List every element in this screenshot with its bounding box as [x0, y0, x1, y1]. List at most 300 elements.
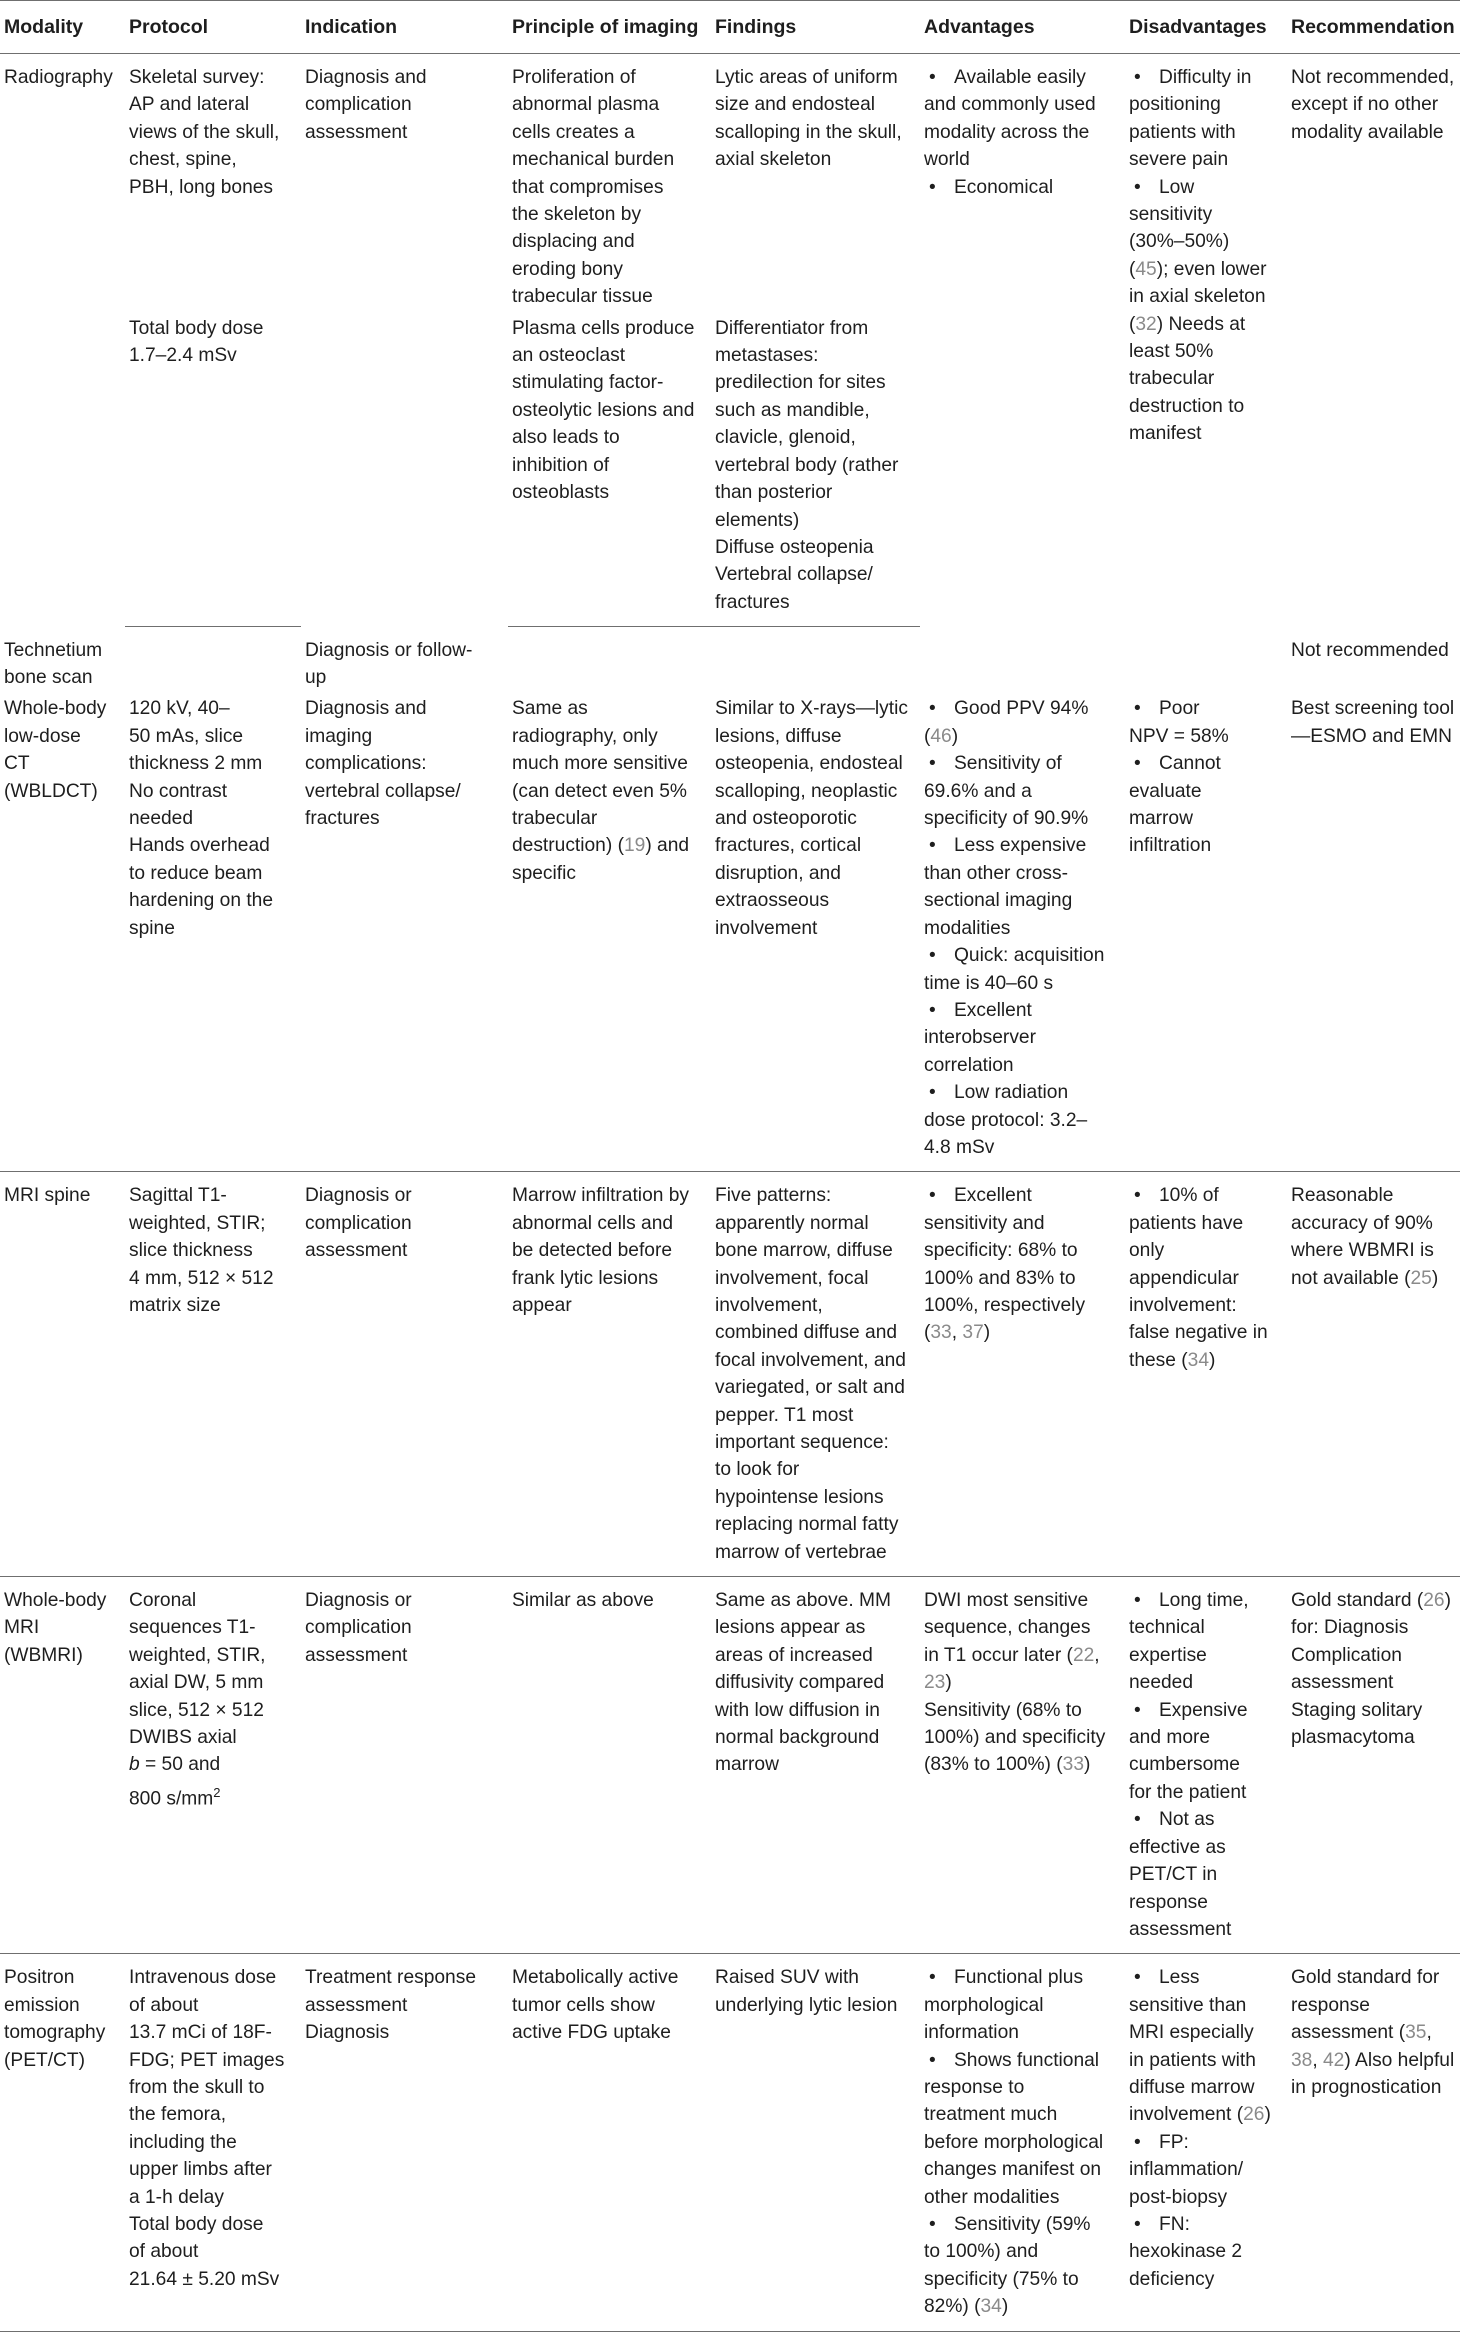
cell-indication: [301, 627, 508, 694]
text-line: much more sensitive: [512, 753, 688, 775]
text-block: [512, 860, 707, 887]
text-line: Same as above. MM: [715, 1590, 891, 1612]
text-line: involvement:: [1129, 1294, 1237, 1316]
text-line: Not recommended: [1291, 639, 1449, 661]
cell-modality: [0, 693, 125, 1171]
text-line: appendicular: [1129, 1267, 1239, 1289]
text-line: Technetium: [4, 639, 103, 661]
cell-modality: [0, 1577, 125, 1954]
text-line: AP and lateral: [129, 94, 250, 116]
text-line: a 1-h delay: [129, 2186, 224, 2208]
text-line: assessment: [305, 1994, 408, 2016]
text-line: 1.7–2.4 mSv: [129, 345, 237, 367]
text-line: Radiography: [4, 67, 113, 88]
bullet-icon: •: [1134, 1185, 1141, 1207]
bullet-item: [924, 1182, 1121, 1319]
bullet-item: [1129, 695, 1283, 750]
text-line: 21.64 ± 5.20 mSv: [129, 2268, 280, 2290]
bullet-icon: •: [929, 835, 936, 857]
text-line: needed: [1129, 1672, 1194, 1694]
text-line: sensitivity and: [924, 1212, 1045, 1234]
text-run: ) Needs at: [1156, 313, 1246, 335]
text-line: Whole-body: [4, 1590, 107, 1612]
text-block: [4, 637, 121, 692]
text-run: involvement (: [1129, 2104, 1244, 2126]
text-block: [715, 64, 916, 174]
bullet-icon: •: [1134, 2213, 1141, 2235]
text-line: Diffuse osteopenia: [715, 536, 874, 558]
text-run: Gold standard (: [1291, 1590, 1424, 1612]
text-line: changes manifest on: [924, 2159, 1102, 2181]
text-line: sequences T1-: [129, 1617, 256, 1639]
text-block: [924, 1587, 1121, 1642]
text-line: osteoblasts: [512, 482, 610, 504]
text-run: 800 s/mm: [129, 1788, 214, 1810]
text-line: 100% and 83% to: [924, 1267, 1076, 1289]
text-run: FP:: [1159, 2131, 1189, 2153]
text-block: [512, 1964, 707, 2046]
cell-recommendation: Gold standard for response assessment (35, 38, 42) Also helpful in prognostication: [1287, 1954, 1460, 2331]
text-line: involvement: [715, 917, 818, 939]
text-line: Raised SUV with: [715, 1967, 859, 1989]
citation[interactable]: 33: [1062, 1754, 1084, 1776]
text-line: chest, spine,: [129, 149, 237, 171]
text-line: matrix size: [129, 1294, 221, 1316]
header-recommendation: Recommendation: [1287, 1, 1460, 54]
bullet-line: [1129, 750, 1283, 777]
citation[interactable]: 23: [924, 1672, 946, 1694]
text-line: Marrow infiltration by: [512, 1185, 690, 1207]
text-line: inflammation/: [1129, 2159, 1244, 2181]
text-run: Poor: [1159, 698, 1200, 720]
text-line: to reduce beam: [129, 862, 263, 884]
text-line: modality across the: [924, 121, 1090, 143]
text-line: Same as: [512, 698, 588, 720]
text-line: in patients with: [1129, 2049, 1256, 2071]
cell-findings: [711, 1172, 920, 1577]
text-line: where WBMRI is: [1291, 1240, 1434, 1262]
bullet-line: [924, 2211, 1121, 2238]
cell-protocol: [125, 1577, 301, 1954]
text-run: Less expensive: [954, 835, 1087, 857]
text-block: [129, 1964, 297, 2293]
bullet-line: [924, 942, 1121, 969]
text-line: Complication: [1291, 1644, 1402, 1666]
cell-findings: [711, 627, 920, 694]
cell-recommendation: Gold standard (26) for: Diagnosis Complication assessment Staging solitary plasmacytoma: [1287, 1577, 1460, 1954]
text-line: active FDG uptake: [512, 2022, 671, 2044]
text-line: response: [1291, 1994, 1370, 2016]
text-line: than posterior: [715, 482, 833, 504]
text-line: Best screening tool: [1291, 698, 1455, 720]
text-block: [4, 64, 121, 91]
text-line: interobserver: [924, 1027, 1036, 1049]
citation[interactable]: 33: [930, 1322, 952, 1344]
text-line: osteolytic lesions and: [512, 399, 695, 421]
text-line: NPV = 58%: [1129, 725, 1229, 747]
cell-protocol: [125, 1172, 301, 1577]
text-line: weighted, STIR;: [129, 1212, 266, 1234]
text-line: PET/CT in: [1129, 1864, 1218, 1886]
text-line: Gold standard for: [1291, 1967, 1440, 1989]
row-wbldct: [0, 693, 1460, 1171]
text-line: 69.6% and a: [924, 780, 1032, 802]
cell-disadvantages: • Less sensitive than MRI especially in patients with diffuse marrow involvement (26) • FP: inflammation/ post-biopsy • FN: hexokinase 2 deficiency: [1125, 1954, 1287, 2331]
bullet-icon: •: [1134, 1590, 1141, 1612]
text-line: 100%) and specificity: [924, 1727, 1106, 1749]
bullet-line: [924, 1964, 1121, 1991]
text-run: Functional plus: [954, 1967, 1084, 1989]
bullet-icon: •: [929, 2049, 936, 2071]
citation[interactable]: 34: [980, 2296, 1002, 2318]
text-block: [1291, 2074, 1456, 2101]
text-line: destruction to: [1129, 395, 1245, 417]
text-line: and osteoporotic: [715, 808, 857, 830]
citation[interactable]: 45: [1135, 258, 1157, 280]
text-line: 120 kV, 40–: [129, 698, 230, 720]
bullet-item: [1129, 1587, 1283, 1697]
text-line: specificity of 90.9%: [924, 808, 1089, 830]
citation[interactable]: 19: [623, 835, 646, 857]
text-run: Less: [1159, 1967, 1200, 1989]
text-run: ) Also helpful: [1344, 2049, 1455, 2071]
text-line: correlation: [924, 1054, 1014, 1076]
text-line: displacing and: [512, 231, 635, 253]
text-line: DWI most sensitive: [924, 1590, 1089, 1612]
text-line: size and endosteal: [715, 94, 876, 116]
text-line: (PET/CT): [4, 2049, 86, 2071]
bullet-item: [924, 2211, 1121, 2293]
text-run: ); even lower: [1156, 258, 1267, 280]
bullet-icon: •: [929, 67, 936, 88]
cell-modality: [0, 54, 125, 627]
superscript: 2: [213, 1784, 221, 1800]
bullet-icon: •: [1134, 1699, 1141, 1721]
text-line: only: [1129, 1240, 1165, 1262]
text-line: No contrast: [129, 780, 228, 802]
text-line: hexokinase 2: [1129, 2241, 1243, 2263]
text-line: Sensitivity (68% to: [924, 1699, 1082, 1721]
text-line: information: [924, 2022, 1019, 2044]
text-line: apparently normal: [715, 1212, 869, 1234]
text-line: world: [924, 149, 970, 171]
bullet-item: [924, 174, 1121, 201]
text-line: infiltration: [1129, 835, 1212, 857]
cell-protocol: [125, 1954, 301, 2331]
text-line: elements): [715, 509, 800, 531]
text-line: Diagnosis and: [305, 698, 427, 720]
text-line: be detected before: [512, 1240, 673, 1262]
citation[interactable]: 32: [1135, 313, 1157, 335]
text-block: [1291, 1614, 1456, 1751]
text-line: up: [305, 667, 327, 689]
text-run: FN:: [1159, 2213, 1190, 2235]
text-run: these (: [1129, 1349, 1188, 1371]
text-line: specific: [512, 862, 576, 884]
cell-advantages: DWI most sensitive sequence, changes in T1 occur later (22, 23) Sensitivity (68% to 100%) and specificity (83% to 100%) (33): [920, 1577, 1125, 1954]
text-line: manifest: [1129, 423, 1202, 445]
text-line: combined diffuse and: [715, 1322, 898, 1344]
text-line: important sequence:: [715, 1432, 889, 1453]
text-block: [4, 695, 121, 805]
text-line: bone marrow, diffuse: [715, 1240, 893, 1262]
text-block: [305, 64, 504, 146]
citation[interactable]: 34: [1187, 1349, 1210, 1371]
text-line: complications:: [305, 753, 427, 775]
text-line: time is 40–60 s: [924, 972, 1054, 994]
text-block: [512, 1587, 707, 1614]
bullet-icon: •: [929, 999, 936, 1021]
text-line: vertebral collapse/: [305, 780, 461, 802]
text-line: slice thickness: [129, 1240, 253, 1262]
row-technetium: [0, 627, 1460, 694]
cell-advantages: [920, 54, 1125, 627]
text-line: except if no other: [1291, 94, 1439, 116]
text-line: MRI spine: [4, 1185, 91, 1207]
bullet-icon: •: [1134, 1809, 1141, 1831]
text-line: specificity (75% to: [924, 2268, 1079, 2290]
citation[interactable]: 35: [1405, 2022, 1427, 2044]
text-run: 10% of: [1159, 1185, 1219, 1207]
text-line: for: Diagnosis: [1291, 1617, 1409, 1639]
cell-principle: [508, 693, 711, 1171]
text-line: expertise: [1129, 1644, 1207, 1666]
text-line: of about: [129, 2241, 199, 2263]
text-line: the femora,: [129, 2104, 227, 2126]
text-line: diffuse marrow: [1129, 2076, 1255, 2098]
text-line: assessment: [305, 121, 408, 143]
text-line: bone scan: [4, 667, 93, 689]
text-line: plasmacytoma: [1291, 1727, 1415, 1749]
cell-indication: [301, 1172, 508, 1577]
cell-recommendation: [1287, 54, 1460, 627]
text-line: Staging solitary: [1291, 1699, 1423, 1721]
cell-findings: [711, 1954, 920, 2331]
text-line: post-biopsy: [1129, 2186, 1228, 2208]
text-line: modalities: [924, 917, 1011, 939]
text-line: —ESMO and EMN: [1291, 725, 1453, 747]
text-line: fractures, cortical: [715, 835, 862, 857]
text-line: Five patterns:: [715, 1185, 832, 1207]
text-line: osteopenia, endosteal: [715, 753, 903, 775]
text-line: disruption, and: [715, 862, 841, 884]
citation[interactable]: 38: [1291, 2049, 1313, 2071]
text-run: Low radiation: [954, 1082, 1069, 1104]
text-run: Low: [1159, 176, 1195, 198]
text-line: 13.7 mCi of 18F-: [129, 2022, 272, 2044]
text-line: imaging: [305, 725, 373, 747]
text-line: (can detect even 5%: [512, 780, 687, 802]
text-line: treatment much: [924, 2104, 1058, 2126]
text-line: cumbersome: [1129, 1754, 1240, 1776]
bullet-line: [1129, 1964, 1283, 1991]
cell-protocol: [125, 54, 301, 313]
text-line: dose protocol: 3.2–: [924, 1109, 1088, 1131]
text-line: of about: [129, 1994, 199, 2016]
bullet-line: [924, 997, 1121, 1024]
bullet-item: [924, 832, 1121, 942]
bullet-item: [924, 1079, 1121, 1161]
text-line: technical: [1129, 1617, 1205, 1639]
text-line: underlying lytic lesion: [715, 1994, 898, 2016]
text-line: MRI: [4, 1617, 40, 1639]
text-line: complication: [305, 1212, 412, 1234]
text-block: [715, 315, 916, 616]
bullet-line: [1129, 174, 1283, 201]
text-line: patients have: [1129, 1212, 1244, 1234]
bullet-icon: •: [1134, 67, 1141, 88]
text-run: Quick: acquisition: [954, 945, 1105, 967]
text-line: also leads to: [512, 427, 620, 449]
text-block: [1291, 1182, 1456, 1264]
bullet-item: [924, 64, 1121, 174]
bullet-item: [924, 942, 1121, 997]
bullet-line: [924, 1182, 1121, 1209]
text-line: lesions, diffuse: [715, 725, 842, 747]
text-line: DWIBS axial: [129, 1727, 237, 1749]
text-block: [4, 1587, 121, 1669]
bullet-item: [1129, 2211, 1283, 2293]
bullet-icon: •: [929, 753, 936, 775]
text-line: normal background: [715, 1727, 880, 1749]
text-line: from the skull to: [129, 2076, 265, 2098]
citation[interactable]: 26: [1243, 2104, 1265, 2126]
cell-protocol: [125, 627, 301, 694]
citation[interactable]: 42: [1323, 2049, 1345, 2071]
text-line: morphological: [924, 1994, 1044, 2016]
text-line: Sagittal T1-: [129, 1185, 227, 1207]
text-line: FDG; PET images: [129, 2049, 285, 2071]
citation[interactable]: 25: [1410, 1267, 1432, 1289]
text-line: modality available: [1291, 121, 1444, 143]
citation[interactable]: 22: [1072, 1644, 1095, 1666]
bullet-line: [1129, 2211, 1283, 2238]
bullet-item: [1129, 1806, 1283, 1943]
text-block: [512, 1182, 707, 1319]
text-block: [715, 1587, 916, 1779]
bullet-item: [924, 1964, 1121, 2046]
cell-disadvantages: • Difficulty in positioning patients with severe pain • Low sensitivity (30%–50%) (45); even lower in axial skeleton (32) Needs at least 50% trabecular destruction to manifest: [1125, 54, 1287, 627]
cell-disadvantages: [1125, 693, 1287, 1171]
bullet-line: [924, 174, 1121, 201]
text-run: Shows functional: [954, 2049, 1100, 2071]
text-run: destruction) (: [512, 835, 624, 857]
text-line: Vertebral collapse/: [715, 564, 873, 586]
text-block: [1291, 1964, 1456, 2019]
text-line: stimulating factor-: [512, 372, 664, 394]
text-line: hypointense lesions: [715, 1486, 884, 1508]
cell-findings: [711, 693, 920, 1171]
citation[interactable]: 46: [930, 725, 952, 747]
text-line: including the: [129, 2131, 237, 2153]
row-radiography: [0, 54, 1460, 313]
text-line: assessment: [305, 1240, 408, 1262]
text-block: [129, 1587, 297, 1751]
text-line: vertebral body (rather: [715, 454, 899, 476]
text-run: not available (: [1291, 1267, 1411, 1289]
text-line: assessment: [305, 1644, 408, 1666]
text-block: [305, 637, 504, 692]
text-block: [305, 1182, 504, 1264]
text-line: with low diffusion in: [715, 1699, 880, 1721]
bullet-item: [1129, 64, 1283, 174]
header-disadvantages: Disadvantages: [1125, 1, 1287, 54]
bullet-line: [1129, 1697, 1283, 1724]
text-line: patients with: [1129, 121, 1236, 143]
text-line: extraosseous: [715, 890, 830, 912]
text-line: marrow: [1129, 808, 1193, 830]
bullet-line: [1129, 64, 1283, 91]
text-line: Whole-body: [4, 698, 107, 720]
text-line: Diagnosis or: [305, 1185, 412, 1207]
bullet-icon: •: [1134, 2131, 1141, 2153]
text-line: variegated, or salt and: [715, 1377, 905, 1399]
bullet-line: [924, 64, 1121, 91]
text-line: other modalities: [924, 2186, 1060, 2208]
text-block: [715, 1964, 916, 2019]
text-line: Metabolically active: [512, 1967, 679, 1989]
text-line: tumor cells show: [512, 1994, 655, 2016]
bullet-item: [924, 997, 1121, 1079]
text-block: [1291, 637, 1456, 664]
text-line: hardening on the: [129, 890, 274, 912]
cell-disadvantages: [1125, 1577, 1287, 1954]
text-line: to 100%) and: [924, 2241, 1039, 2263]
bullet-icon: •: [929, 1185, 936, 1207]
text-line: weighted, STIR,: [129, 1644, 266, 1666]
header-row: [0, 1, 1460, 54]
text-block: [4, 1182, 121, 1209]
text-line: specificity: 68% to: [924, 1240, 1078, 1262]
bullet-line: [1129, 2129, 1283, 2156]
text-line: abnormal cells and: [512, 1212, 674, 1234]
text-run: Good PPV 94%: [954, 698, 1089, 720]
text-line: frank lytic lesions: [512, 1267, 659, 1289]
text-line: eroding bony: [512, 258, 623, 280]
citation[interactable]: 37: [962, 1322, 984, 1344]
cell-modality: [0, 627, 125, 694]
text-line: trabecular: [1129, 368, 1215, 390]
text-block: [305, 1587, 504, 1669]
text-line: response: [1129, 1891, 1208, 1913]
text-line: diffusivity compared: [715, 1672, 885, 1694]
cell-disadvantages: • 10% of patients have only appendicular involvement: false negative in these (34): [1125, 1172, 1287, 1577]
citation[interactable]: 26: [1423, 1590, 1445, 1612]
text-block: [4, 1964, 121, 2074]
text-line: scalloping, neoplastic: [715, 780, 898, 802]
text-line: in prognostication: [1291, 2076, 1442, 2098]
bullet-icon: •: [929, 1967, 936, 1989]
text-run: = 50 and: [139, 1754, 221, 1776]
text-block: [924, 1697, 1121, 1752]
text-line: thickness 2 mm: [129, 753, 263, 775]
bullet-line: [1129, 1806, 1283, 1833]
text-line: cells creates a: [512, 121, 635, 143]
text-run: Available easily: [954, 67, 1086, 88]
text-line: Positron: [4, 1967, 75, 1989]
text-line: axial DW, 5 mm: [129, 1672, 264, 1694]
text-line: 50 mAs, slice: [129, 725, 244, 747]
cell-principle: [508, 1577, 711, 1954]
text-line: Lytic areas of uniform: [715, 67, 898, 88]
text-block: [1291, 695, 1456, 750]
row-wbmri: [0, 1577, 1460, 1954]
text-line: Diagnosis and: [305, 67, 427, 88]
text-block: [129, 64, 297, 201]
cell-protocol: [125, 693, 301, 1171]
bullet-icon: •: [1134, 753, 1141, 775]
cell-indication: [301, 54, 508, 627]
